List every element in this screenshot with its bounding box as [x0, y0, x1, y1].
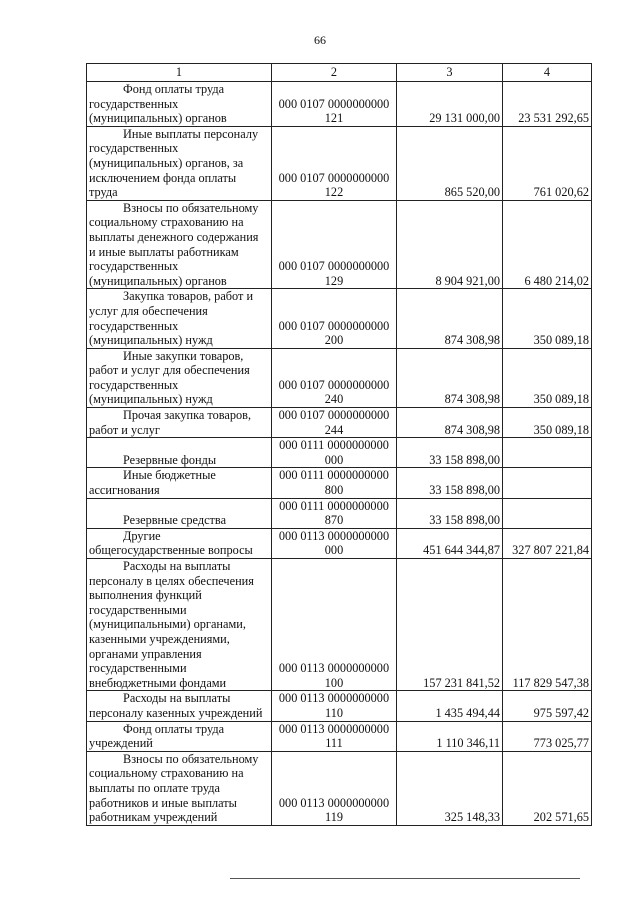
expense-name-line: труда	[89, 185, 118, 200]
expense-name-line: Расходы на выплаты	[123, 691, 231, 706]
expense-name-line: (муниципальными) органами,	[89, 617, 246, 632]
amount-col3-cell: 874 308,98	[397, 289, 503, 348]
column-header-3: 3	[397, 64, 503, 82]
budget-table	[86, 63, 592, 826]
expense-name-cell	[87, 348, 272, 407]
expense-name-line: Прочая закупка товаров,	[123, 408, 252, 423]
budget-code-line: 000 0107 0000000000	[278, 377, 390, 392]
budget-code-line: 111	[325, 736, 343, 751]
page-number: 66	[314, 33, 326, 47]
expense-name-line: (муниципальных) органов	[89, 111, 227, 126]
expense-name-line: государственных	[89, 96, 179, 111]
budget-code-cell	[272, 126, 397, 200]
budget-code-line: 240	[324, 392, 344, 407]
column-header-2: 2	[272, 64, 397, 82]
column-header-1: 1	[87, 64, 272, 82]
budget-code-cell	[272, 528, 397, 558]
budget-code-line: 000 0113 0000000000	[278, 721, 390, 736]
expense-name-line: Резервные средства	[123, 513, 227, 528]
budget-code-cell	[272, 438, 397, 468]
expense-name-line: персоналу казенных учреждений	[89, 705, 263, 720]
expense-name-line: государственными	[89, 602, 187, 617]
expense-name-line: Иные выплаты персоналу	[123, 126, 259, 141]
expense-name-line: общегосударственные вопросы	[89, 543, 253, 558]
amount-col3-cell: 325 148,33	[397, 751, 503, 825]
expense-name-line: Закупка товаров, работ и	[123, 289, 254, 304]
expense-name-cell	[87, 289, 272, 348]
budget-code-cell	[272, 408, 397, 438]
amount-col4-cell: 350 089,18	[503, 348, 592, 407]
budget-code-line: 244	[324, 422, 344, 437]
budget-code-cell	[272, 82, 397, 127]
table-row	[87, 348, 592, 407]
budget-code-cell	[272, 348, 397, 407]
expense-name-line: услуг для обеспечения	[89, 303, 208, 318]
table-row	[87, 408, 592, 438]
expense-name-line: выплаты по оплате труда	[89, 780, 220, 795]
expense-name-cell	[87, 559, 272, 691]
table-body	[87, 82, 592, 826]
expense-name-line: Иные бюджетные	[123, 468, 216, 483]
budget-code-line: 000 0111 0000000000	[279, 468, 389, 483]
amount-col3-cell: 1 110 346,11	[397, 721, 503, 751]
budget-code-cell	[272, 559, 397, 691]
expense-name-line: (муниципальных) нужд	[89, 333, 213, 348]
expense-name-line: казенными учреждениями,	[89, 631, 230, 646]
expense-name-line: (муниципальных) нужд	[89, 392, 213, 407]
expense-name-cell	[87, 200, 272, 289]
expense-name-line: Фонд оплаты труда	[123, 82, 225, 96]
amount-col3-cell: 157 231 841,52	[397, 559, 503, 691]
amount-col4-cell: 23 531 292,65	[503, 82, 592, 127]
budget-code-line: 100	[324, 675, 344, 690]
budget-code-line: 000 0111 0000000000	[279, 438, 389, 453]
expense-name-cell	[87, 751, 272, 825]
budget-code-cell	[272, 691, 397, 721]
amount-col3-cell: 865 520,00	[397, 126, 503, 200]
expense-name-cell	[87, 438, 272, 468]
budget-code-line: 000 0107 0000000000	[278, 259, 390, 274]
table-row	[87, 528, 592, 558]
amount-col4-cell: 327 807 221,84	[503, 528, 592, 558]
amount-col4-cell: 975 597,42	[503, 691, 592, 721]
budget-code-line: 000 0107 0000000000	[278, 408, 390, 423]
budget-code-cell	[272, 200, 397, 289]
expense-name-line: Другие	[123, 528, 161, 543]
amount-col4-cell: 761 020,62	[503, 126, 592, 200]
budget-code-line: 800	[324, 483, 344, 498]
expense-name-line: Фонд оплаты труда	[123, 721, 225, 736]
expense-name-line: (муниципальных) органов	[89, 273, 227, 288]
column-header-4: 4	[503, 64, 592, 82]
amount-col3-cell: 33 158 898,00	[397, 468, 503, 498]
amount-col4-cell	[503, 468, 592, 498]
expense-name-line: (муниципальных) органов, за	[89, 155, 244, 170]
budget-code-line: 000 0113 0000000000	[278, 661, 390, 676]
amount-col4-cell: 202 571,65	[503, 751, 592, 825]
expense-name-line: Резервные фонды	[123, 452, 217, 467]
expense-name-line: учреждений	[89, 736, 153, 751]
expense-name-line: социальному страхованию на	[89, 766, 244, 781]
expense-name-line: социальному страхованию на	[89, 215, 244, 230]
expense-name-line: ассигнования	[89, 483, 160, 498]
budget-code-line: 121	[324, 111, 344, 126]
expense-name-line: Иные закупки товаров,	[123, 348, 244, 363]
budget-code-line: 122	[324, 185, 344, 200]
amount-col3-cell: 1 435 494,44	[397, 691, 503, 721]
budget-code-line: 000 0107 0000000000	[278, 318, 390, 333]
budget-code-line: 000 0113 0000000000	[278, 795, 390, 810]
amount-col4-cell: 117 829 547,38	[503, 559, 592, 691]
budget-code-line: 119	[325, 810, 343, 825]
expense-name-cell	[87, 528, 272, 558]
table-row	[87, 559, 592, 691]
budget-code-line: 000 0113 0000000000	[278, 691, 390, 706]
table-row	[87, 82, 592, 127]
expense-name-line: Расходы на выплаты	[123, 559, 231, 573]
amount-col3-cell: 451 644 344,87	[397, 528, 503, 558]
table-row	[87, 126, 592, 200]
expense-name-line: выплаты денежного содержания	[89, 229, 259, 244]
expense-name-cell	[87, 126, 272, 200]
expense-name-line: внебюджетными фондами	[89, 675, 227, 690]
expense-name-line: государственными	[89, 661, 187, 676]
expense-name-cell	[87, 82, 272, 127]
amount-col4-cell: 350 089,18	[503, 289, 592, 348]
budget-code-line: 000	[324, 543, 344, 558]
expense-name-line: выполнения функций	[89, 588, 202, 603]
amount-col4-cell: 773 025,77	[503, 721, 592, 751]
budget-code-line: 000 0113 0000000000	[278, 528, 390, 543]
expense-name-cell	[87, 498, 272, 528]
expense-name-line: Взносы по обязательному	[123, 751, 259, 766]
expense-name-line: Взносы по обязательному	[123, 200, 259, 215]
budget-code-line: 000 0107 0000000000	[278, 96, 390, 111]
expense-name-line: работникам учреждений	[89, 810, 218, 825]
budget-code-cell	[272, 289, 397, 348]
budget-code-line: 110	[325, 705, 343, 720]
expense-name-line: государственных	[89, 259, 179, 274]
expense-name-cell	[87, 721, 272, 751]
budget-code-line: 000	[324, 452, 344, 467]
expense-name-line: государственных	[89, 377, 179, 392]
table-row	[87, 438, 592, 468]
budget-code-cell	[272, 468, 397, 498]
amount-col3-cell: 29 131 000,00	[397, 82, 503, 127]
expense-name-line: персоналу в целях обеспечения	[89, 573, 254, 588]
budget-code-cell	[272, 751, 397, 825]
table-row	[87, 751, 592, 825]
budget-code-cell	[272, 721, 397, 751]
table-row	[87, 200, 592, 289]
expense-name-line: исключением фонда оплаты	[89, 170, 237, 185]
table-row	[87, 289, 592, 348]
bottom-rule	[230, 878, 580, 879]
amount-col4-cell	[503, 438, 592, 468]
amount-col4-cell: 350 089,18	[503, 408, 592, 438]
table-row	[87, 721, 592, 751]
expense-name-cell	[87, 691, 272, 721]
amount-col3-cell: 8 904 921,00	[397, 200, 503, 289]
expense-name-line: работ и услуг	[89, 422, 160, 437]
budget-code-line: 000 0111 0000000000	[279, 498, 389, 513]
amount-col3-cell: 33 158 898,00	[397, 438, 503, 468]
amount-col3-cell: 874 308,98	[397, 408, 503, 438]
budget-code-line: 870	[324, 513, 344, 528]
expense-name-line: государственных	[89, 318, 179, 333]
expense-name-line: работников и иные выплаты	[89, 795, 237, 810]
budget-code-cell	[272, 498, 397, 528]
amount-col4-cell: 6 480 214,02	[503, 200, 592, 289]
header-row	[87, 64, 592, 82]
expense-name-cell	[87, 468, 272, 498]
table-row	[87, 691, 592, 721]
budget-code-line: 000 0107 0000000000	[278, 170, 390, 185]
expense-name-cell	[87, 408, 272, 438]
expense-name-line: государственных	[89, 141, 179, 156]
expense-name-line: и иные выплаты работникам	[89, 244, 239, 259]
table-row	[87, 498, 592, 528]
amount-col4-cell	[503, 498, 592, 528]
expense-name-line: работ и услуг для обеспечения	[89, 363, 250, 378]
expense-name-line: органами управления	[89, 646, 202, 661]
budget-code-line: 129	[324, 273, 344, 288]
table-row	[87, 468, 592, 498]
budget-code-line: 200	[324, 333, 344, 348]
amount-col3-cell: 33 158 898,00	[397, 498, 503, 528]
amount-col3-cell: 874 308,98	[397, 348, 503, 407]
